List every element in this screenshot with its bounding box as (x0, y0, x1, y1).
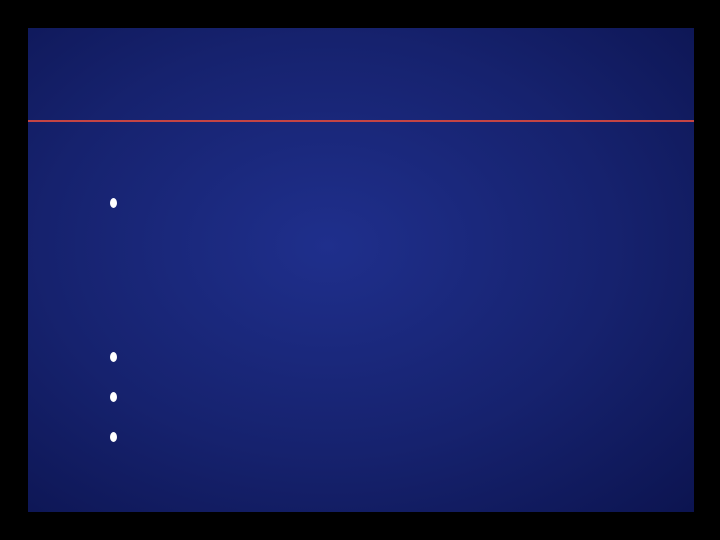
slide-title (0, 60, 720, 98)
title-underline (28, 120, 694, 122)
bullet-icon (110, 352, 117, 362)
bullet-icon (110, 432, 117, 442)
slide-panel (28, 28, 694, 512)
bullet-icon (110, 198, 117, 208)
bullet-icon (110, 392, 117, 402)
